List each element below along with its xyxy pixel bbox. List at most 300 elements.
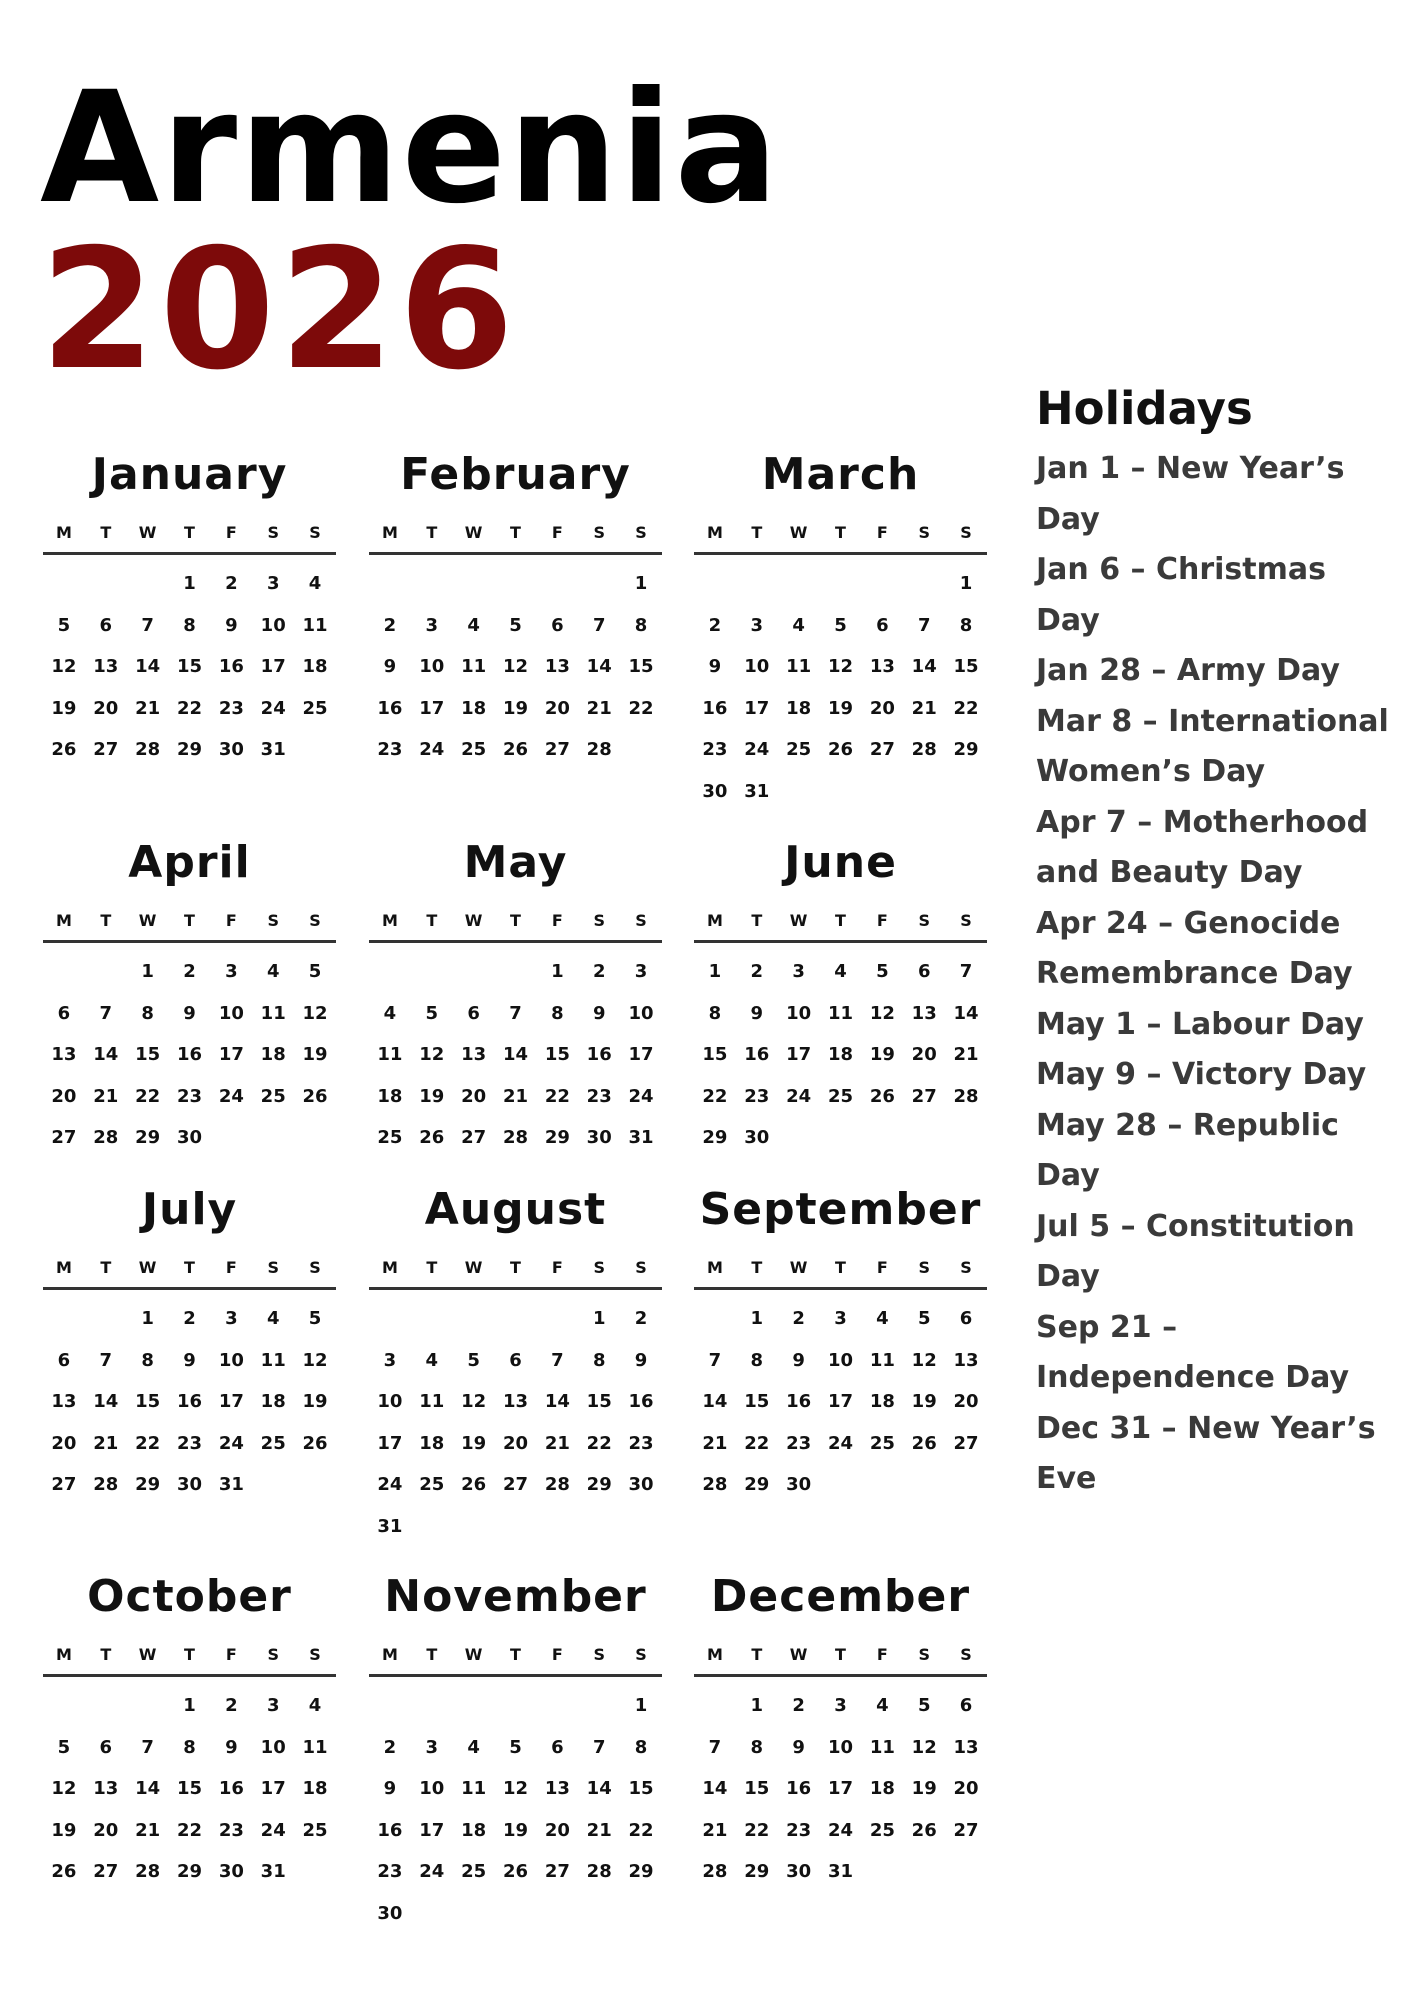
day-cell: 16	[702, 697, 728, 719]
weekday-label: T	[426, 911, 438, 930]
day-cell: 24	[827, 1432, 854, 1454]
month-name: October	[87, 1571, 292, 1622]
empty-cell	[369, 1685, 411, 1727]
day-cell: 9	[792, 1349, 805, 1371]
weekday-label: T	[751, 523, 763, 542]
month-may	[369, 833, 662, 1159]
day-cell: 3	[425, 614, 439, 636]
weekday-label: M	[55, 523, 72, 542]
day-cell: 12	[502, 1778, 529, 1799]
day-cell: 28	[953, 1085, 979, 1107]
day-cell: 1	[959, 573, 973, 594]
day-cell: 25	[302, 1819, 328, 1841]
day-cell: 8	[551, 1002, 564, 1024]
day-cell: 20	[51, 1432, 77, 1454]
weekday-label: S	[635, 1258, 647, 1277]
day-cell: 5	[876, 961, 889, 982]
day-cell: 19	[911, 1391, 937, 1412]
day-cell: 25	[869, 1432, 895, 1454]
day-grid	[369, 1298, 662, 1547]
weekday-label: T	[184, 1645, 195, 1664]
day-cell: 23	[218, 697, 244, 719]
month-name: February	[400, 449, 631, 500]
day-cell: 24	[218, 1085, 244, 1107]
weekday-label: T	[184, 911, 195, 930]
day-cell: 6	[917, 961, 931, 982]
day-cell: 5	[308, 1308, 322, 1329]
day-cell: 26	[911, 1432, 937, 1454]
day-cell: 10	[628, 1002, 654, 1024]
day-cell: 23	[176, 1432, 203, 1454]
day-cell: 10	[786, 1002, 812, 1024]
day-cell: 5	[834, 614, 847, 636]
day-cell: 19	[419, 1085, 445, 1107]
day-cell: 24	[218, 1432, 244, 1454]
day-cell: 30	[786, 1474, 812, 1495]
weekday-label: S	[267, 523, 279, 542]
weekday-label: W	[138, 1645, 157, 1664]
day-cell: 14	[702, 1778, 728, 1799]
day-cell: 4	[876, 1308, 889, 1329]
day-cell: 28	[93, 1127, 119, 1148]
day-cell: 17	[377, 1432, 403, 1454]
day-cell: 2	[792, 1695, 805, 1716]
day-cell: 18	[419, 1432, 445, 1454]
day-cell: 12	[869, 1002, 895, 1024]
day-cell: 19	[302, 1044, 328, 1065]
day-cell: 10	[744, 656, 770, 677]
day-cell: 16	[176, 1391, 203, 1412]
empty-cell	[411, 563, 453, 605]
day-cell: 12	[911, 1736, 937, 1758]
month-june	[694, 833, 987, 1159]
weekday-label: T	[835, 911, 846, 930]
day-cell: 27	[51, 1474, 77, 1495]
weekday-header	[43, 523, 336, 555]
day-cell: 18	[786, 697, 812, 719]
day-cell: 28	[544, 1474, 570, 1495]
day-cell: 29	[135, 1474, 161, 1495]
month-november	[369, 1567, 662, 1934]
day-cell: 1	[634, 573, 648, 594]
day-cell: 22	[628, 1819, 654, 1841]
weekday-label: F	[876, 911, 888, 930]
weekday-label: T	[751, 1258, 763, 1277]
empty-cell	[861, 563, 903, 605]
empty-cell	[411, 1685, 453, 1727]
day-cell: 26	[461, 1474, 487, 1495]
day-cell: 2	[708, 614, 722, 636]
day-cell: 16	[176, 1044, 203, 1065]
day-cell: 1	[141, 1308, 154, 1329]
day-cell: 26	[419, 1127, 445, 1148]
day-cell: 26	[502, 1861, 529, 1882]
day-cell: 27	[953, 1819, 979, 1841]
day-cell: 6	[57, 1349, 71, 1371]
day-cell: 6	[959, 1308, 973, 1329]
day-cell: 2	[592, 961, 606, 982]
day-cell: 21	[93, 1432, 119, 1454]
day-cell: 5	[57, 614, 71, 636]
empty-cell	[578, 1685, 620, 1727]
day-cell: 26	[302, 1432, 328, 1454]
day-cell: 18	[461, 697, 487, 719]
day-cell: 18	[461, 1819, 487, 1841]
weekday-label: F	[225, 1258, 237, 1277]
day-cell: 20	[502, 1432, 529, 1454]
day-cell: 13	[93, 656, 119, 677]
day-cell: 12	[461, 1391, 487, 1412]
day-cell: 18	[260, 1391, 286, 1412]
empty-cell	[43, 951, 85, 993]
holiday-item: Dec 31 – New Year’s Eve	[1036, 1410, 1376, 1496]
day-cell: 25	[260, 1432, 286, 1454]
day-cell: 31	[218, 1474, 244, 1495]
day-cell: 21	[702, 1432, 728, 1454]
day-cell: 20	[544, 697, 570, 719]
day-cell: 26	[51, 739, 77, 760]
day-cell: 29	[628, 1861, 654, 1882]
holiday-item: Mar 8 – International Women’s Day	[1036, 703, 1389, 789]
weekday-label: W	[138, 911, 157, 930]
day-grid	[43, 1298, 336, 1506]
day-cell: 15	[176, 656, 203, 677]
day-cell: 9	[708, 656, 722, 677]
day-cell: 30	[218, 739, 244, 760]
day-cell: 13	[869, 656, 895, 677]
weekday-label: W	[789, 1645, 808, 1664]
day-cell: 17	[218, 1044, 244, 1065]
day-grid	[369, 563, 662, 771]
day-cell: 2	[183, 961, 196, 982]
day-cell: 29	[135, 1127, 161, 1148]
empty-cell	[536, 1685, 578, 1727]
day-cell: 7	[141, 614, 154, 636]
day-cell: 21	[586, 697, 612, 719]
day-cell: 6	[509, 1349, 522, 1371]
day-cell: 12	[51, 1778, 77, 1799]
day-cell: 9	[383, 1778, 397, 1799]
day-cell: 14	[544, 1391, 570, 1412]
day-cell: 14	[702, 1391, 728, 1412]
day-cell: 15	[135, 1044, 161, 1065]
weekday-label: S	[918, 1645, 930, 1664]
day-cell: 6	[99, 1736, 113, 1758]
day-cell: 27	[93, 739, 119, 760]
weekday-label: T	[100, 911, 112, 930]
day-cell: 9	[225, 614, 238, 636]
weekday-label: W	[789, 1258, 808, 1277]
weekday-label: S	[593, 1645, 605, 1664]
day-cell: 26	[911, 1819, 937, 1841]
day-cell: 16	[786, 1391, 812, 1412]
weekday-label: T	[184, 523, 195, 542]
day-cell: 21	[135, 697, 161, 719]
day-cell: 9	[383, 656, 397, 677]
weekday-label: T	[835, 1645, 846, 1664]
day-cell: 15	[135, 1391, 161, 1412]
day-cell: 31	[827, 1861, 854, 1882]
month-december	[694, 1567, 987, 1893]
day-cell: 7	[708, 1736, 722, 1758]
day-cell: 4	[308, 573, 322, 594]
day-cell: 29	[744, 1474, 770, 1495]
day-cell: 13	[461, 1044, 487, 1065]
weekday-label: M	[55, 911, 72, 930]
weekday-label: T	[426, 1645, 438, 1664]
day-cell: 17	[218, 1391, 244, 1412]
weekday-label: W	[464, 523, 483, 542]
day-grid	[694, 1685, 987, 1893]
weekday-label: F	[551, 523, 563, 542]
day-grid	[694, 1298, 987, 1506]
day-cell: 18	[827, 1044, 854, 1065]
day-cell: 26	[827, 739, 854, 760]
day-cell: 21	[135, 1819, 161, 1841]
day-cell: 28	[586, 739, 612, 760]
day-cell: 23	[786, 1432, 812, 1454]
day-cell: 26	[502, 739, 529, 760]
weekday-label: T	[510, 523, 521, 542]
day-grid	[43, 951, 336, 1159]
day-cell: 6	[876, 614, 889, 636]
weekday-label: F	[876, 1645, 888, 1664]
day-cell: 23	[786, 1819, 812, 1841]
day-cell: 4	[834, 961, 847, 982]
weekday-label: W	[464, 1258, 483, 1277]
day-cell: 13	[93, 1778, 119, 1799]
day-cell: 26	[869, 1085, 895, 1107]
day-cell: 11	[302, 614, 328, 636]
weekday-label: T	[835, 1258, 846, 1277]
day-cell: 19	[911, 1778, 937, 1799]
day-cell: 18	[260, 1044, 286, 1065]
day-cell: 16	[586, 1044, 612, 1065]
day-grid	[43, 563, 336, 771]
empty-cell	[495, 1685, 537, 1727]
day-cell: 27	[544, 739, 570, 760]
day-cell: 22	[744, 1819, 770, 1841]
day-cell: 24	[786, 1085, 812, 1107]
empty-cell	[127, 1685, 169, 1727]
weekday-label: S	[267, 911, 279, 930]
empty-cell	[578, 563, 620, 605]
empty-cell	[43, 1685, 85, 1727]
day-cell: 6	[959, 1695, 973, 1716]
day-cell: 17	[786, 1044, 812, 1065]
day-cell: 7	[917, 614, 931, 636]
empty-cell	[43, 563, 85, 605]
day-cell: 10	[827, 1349, 854, 1371]
day-cell: 6	[467, 1002, 480, 1024]
day-cell: 8	[634, 614, 648, 636]
day-cell: 9	[634, 1349, 648, 1371]
holiday-item: Apr 7 – Motherhood and Beauty Day	[1036, 804, 1369, 890]
day-cell: 7	[959, 961, 973, 982]
weekday-label: M	[706, 1258, 723, 1277]
day-cell: 14	[911, 656, 937, 677]
month-february	[369, 445, 662, 771]
empty-cell	[369, 563, 411, 605]
day-cell: 14	[93, 1044, 119, 1065]
weekday-label: W	[464, 1645, 483, 1664]
day-cell: 1	[183, 573, 196, 594]
day-cell: 6	[57, 1002, 71, 1024]
day-cell: 11	[461, 1778, 487, 1799]
day-grid	[694, 563, 987, 812]
day-grid	[369, 1685, 662, 1934]
day-cell: 15	[586, 1391, 612, 1412]
day-cell: 19	[869, 1044, 895, 1065]
day-cell: 20	[93, 1819, 119, 1841]
weekday-label: T	[100, 523, 112, 542]
day-cell: 1	[634, 1695, 648, 1716]
day-cell: 19	[502, 1819, 529, 1841]
day-cell: 20	[869, 697, 895, 719]
day-cell: 7	[551, 1349, 564, 1371]
day-cell: 3	[834, 1695, 847, 1716]
weekday-label: F	[225, 523, 237, 542]
day-cell: 18	[302, 656, 328, 677]
day-cell: 2	[383, 614, 397, 636]
day-cell: 14	[135, 1778, 161, 1799]
weekday-label: W	[789, 911, 808, 930]
day-grid	[694, 951, 987, 1159]
day-cell: 24	[260, 697, 286, 719]
day-cell: 23	[702, 739, 728, 760]
day-cell: 23	[176, 1085, 203, 1107]
day-cell: 25	[260, 1085, 286, 1107]
day-cell: 1	[750, 1695, 764, 1716]
month-name: March	[761, 449, 920, 500]
day-cell: 18	[869, 1391, 895, 1412]
day-cell: 23	[377, 739, 403, 760]
empty-cell	[411, 1298, 453, 1340]
day-cell: 5	[308, 961, 322, 982]
day-cell: 9	[183, 1349, 196, 1371]
day-cell: 22	[586, 1432, 612, 1454]
weekday-label: S	[960, 1258, 972, 1277]
day-cell: 15	[953, 656, 979, 677]
day-cell: 25	[461, 1861, 487, 1882]
month-april	[43, 833, 336, 1159]
day-cell: 7	[99, 1002, 113, 1024]
weekday-header	[369, 1645, 662, 1677]
day-cell: 4	[792, 614, 805, 636]
day-cell: 13	[544, 1778, 570, 1799]
day-cell: 3	[383, 1349, 397, 1371]
holiday-item: Jan 6 – Christmas Day	[1036, 552, 1326, 638]
day-cell: 15	[544, 1044, 570, 1065]
weekday-label: S	[918, 911, 930, 930]
weekday-label: S	[918, 523, 930, 542]
holidays-panel	[1036, 380, 1396, 1505]
day-cell: 21	[544, 1432, 570, 1454]
day-cell: 3	[834, 1308, 847, 1329]
day-cell: 31	[260, 1861, 286, 1882]
day-cell: 5	[467, 1349, 480, 1371]
empty-cell	[369, 1298, 411, 1340]
day-cell: 27	[51, 1127, 77, 1148]
day-cell: 24	[628, 1085, 654, 1107]
day-cell: 16	[377, 697, 403, 719]
day-cell: 20	[51, 1085, 77, 1107]
day-cell: 24	[260, 1819, 286, 1841]
day-cell: 11	[827, 1002, 854, 1024]
day-cell: 12	[827, 656, 854, 677]
day-cell: 30	[786, 1861, 812, 1882]
day-cell: 27	[544, 1861, 570, 1882]
day-cell: 15	[628, 1778, 654, 1799]
day-cell: 24	[744, 739, 770, 760]
day-cell: 3	[750, 614, 764, 636]
holiday-list	[1036, 444, 1396, 1505]
weekday-label: F	[876, 1258, 888, 1277]
day-cell: 14	[93, 1391, 119, 1412]
day-cell: 14	[586, 656, 612, 677]
weekday-label: M	[55, 1645, 72, 1664]
empty-cell	[43, 1298, 85, 1340]
weekday-label: S	[960, 911, 972, 930]
weekday-label: T	[100, 1645, 112, 1664]
weekday-header	[43, 1645, 336, 1677]
day-cell: 3	[225, 1308, 238, 1329]
day-cell: 21	[93, 1085, 119, 1107]
empty-cell	[495, 1298, 537, 1340]
empty-cell	[369, 951, 411, 993]
day-cell: 14	[953, 1002, 979, 1024]
day-grid	[369, 951, 662, 1159]
day-cell: 7	[708, 1349, 722, 1371]
day-cell: 28	[502, 1127, 529, 1148]
weekday-label: T	[510, 911, 521, 930]
day-cell: 11	[786, 656, 812, 677]
empty-cell	[495, 563, 537, 605]
day-cell: 23	[377, 1861, 403, 1882]
day-cell: 19	[51, 1819, 77, 1841]
day-cell: 11	[869, 1736, 895, 1758]
day-cell: 22	[176, 697, 203, 719]
day-cell: 20	[953, 1391, 979, 1412]
month-september	[694, 1180, 987, 1506]
empty-cell	[127, 563, 169, 605]
weekday-label: W	[138, 1258, 157, 1277]
day-cell: 24	[377, 1474, 403, 1495]
day-cell: 5	[57, 1736, 71, 1758]
month-name: December	[710, 1571, 971, 1622]
empty-cell	[694, 1685, 736, 1727]
holiday-item: May 9 – Victory Day	[1036, 1057, 1367, 1092]
day-cell: 9	[183, 1002, 196, 1024]
day-cell: 2	[383, 1736, 397, 1758]
day-cell: 2	[225, 1695, 238, 1716]
weekday-label: F	[551, 1645, 563, 1664]
weekday-header	[369, 523, 662, 555]
weekday-header	[43, 1258, 336, 1290]
weekday-label: M	[381, 911, 398, 930]
month-name: November	[384, 1571, 647, 1622]
day-cell: 19	[502, 697, 529, 719]
weekday-label: S	[593, 1258, 605, 1277]
day-cell: 11	[260, 1002, 286, 1024]
empty-cell	[536, 563, 578, 605]
day-cell: 31	[260, 739, 286, 760]
holiday-item: May 1 – Labour Day	[1036, 1006, 1364, 1042]
day-cell: 21	[702, 1819, 728, 1841]
empty-cell	[536, 1298, 578, 1340]
day-cell: 26	[302, 1085, 328, 1107]
weekday-label: S	[635, 523, 647, 542]
